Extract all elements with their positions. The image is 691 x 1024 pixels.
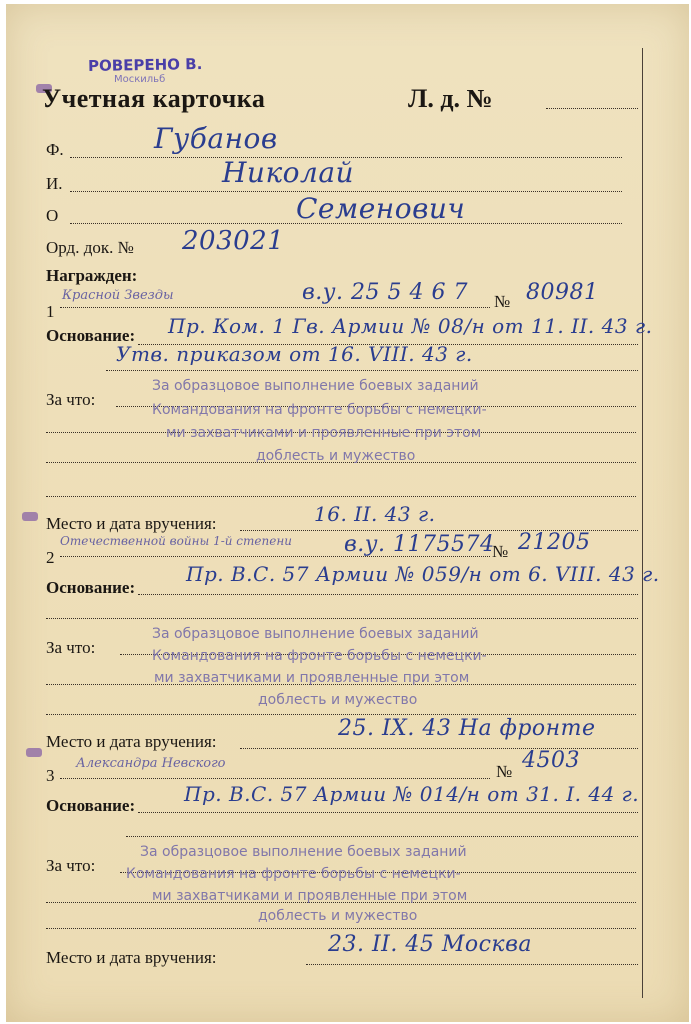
award-card [6,4,689,1022]
certificate-value: в.у. 1175574 [344,532,495,557]
order-doc-label: Орд. док. № [46,238,134,257]
awarded-label: Награжден: [46,266,138,285]
file-number-line [546,108,638,109]
presented-label: Место и дата вручения: [46,732,217,751]
basis-line-2 [106,370,638,371]
presented-value: 16. II. 43 г. [314,502,436,526]
purple-mark [22,512,38,521]
patronymic-label: О [46,206,59,225]
name-value: Николай [222,156,355,189]
for-text: доблесть и мужество [258,908,418,924]
award-number: 1 [46,302,55,321]
award-name-stamp: Красной Звезды [62,288,174,303]
for-label: За что: [46,390,96,409]
for-text: Командования на фронте борьбы с немецки- [152,648,487,664]
award-no-label: № [496,762,513,781]
award-line [60,778,490,779]
for-text: Командования на фронте борьбы с немецки- [152,402,487,418]
card-title: Учетная карточка [42,84,266,113]
for-line [46,496,636,497]
presented-value: 25. IX. 43 На фронте [338,716,596,741]
basis-line-2 [46,618,638,619]
basis-value: Пр. В.С. 57 Армии № 014/н от 31. I. 44 г. [184,782,640,806]
award-name-stamp: Александра Невского [76,756,226,771]
patronymic-value: Семенович [296,192,466,225]
award-no-label: № [494,292,511,311]
basis-line [138,812,638,813]
presented-label: Место и дата вручения: [46,948,217,967]
for-label: За что: [46,638,96,657]
for-line [46,928,636,929]
for-text: ми захватчиками и проявленные при этом [154,670,470,686]
presented-value: 23. II. 45 Москва [328,932,532,957]
basis-label: Основание: [46,796,136,815]
basis-line [138,594,638,595]
basis-value-2: Утв. приказом от 16. VIII. 43 г. [116,342,473,366]
checked-stamp: РОВЕРЕНО В. [87,55,203,75]
presented-line [306,964,638,965]
purple-mark [26,748,42,757]
basis-value: Пр. В.С. 57 Армии № 059/н от 6. VIII. 43 г. [186,562,660,586]
for-text: За образцовое выполнение боевых заданий [152,626,479,642]
award-no-value: 21205 [518,530,591,555]
for-text: ми захватчиками и проявленные при этом [166,425,482,441]
surname-label: Ф. [46,140,64,159]
basis-label: Основание: [46,326,136,345]
award-number: 2 [46,548,55,567]
basis-value: Пр. Ком. 1 Гв. Армии № 08/н от 11. II. 43 г. [168,314,653,338]
award-no-label: № [492,542,509,561]
basis-line-2 [126,836,638,837]
for-text: ми захватчиками и проявленные при этом [152,888,468,904]
surname-value: Губанов [154,122,278,155]
for-text: За образцовое выполнение боевых заданий [140,844,467,860]
for-label: За что: [46,856,96,875]
award-no-value: 4503 [522,748,580,773]
for-text: Командования на фронте борьбы с немецки- [126,866,461,882]
for-text: За образцовое выполнение боевых заданий [152,378,479,394]
basis-label: Основание: [46,578,136,597]
file-number-label: Л. д. № [408,84,493,113]
award-no-value: 80981 [526,280,599,305]
checked-stamp-sub: Москильб [114,74,166,85]
certificate-value: в.у. 25 5 4 6 7 [302,280,469,305]
presented-label: Место и дата вручения: [46,514,217,533]
award-number: 3 [46,766,55,785]
for-text: доблесть и мужество [258,692,418,708]
order-doc-value: 203021 [182,226,285,256]
name-label: И. [46,174,63,193]
award-line [60,307,490,308]
award-name-stamp: Отечественной войны 1-й степени [60,534,292,548]
right-margin-line [642,48,643,998]
for-text: доблесть и мужество [256,448,416,464]
for-line [46,714,636,715]
